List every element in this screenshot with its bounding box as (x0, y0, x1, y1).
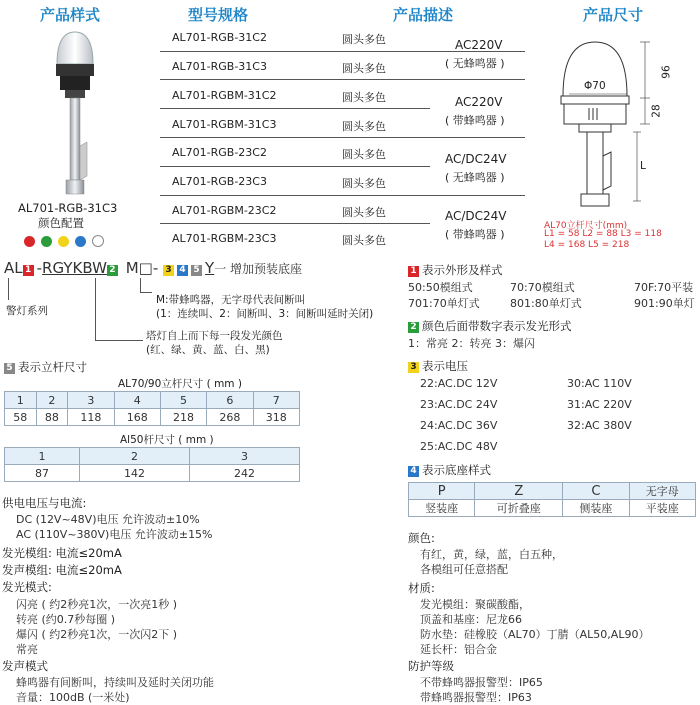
color-dot-white (92, 235, 104, 247)
desc-2-note: ( 带蜂鸣器 ) (445, 114, 505, 127)
code-badge-5: 5 (191, 265, 202, 276)
voltage-section-title: 3 表示电压 (408, 358, 468, 374)
desc-3-note: ( 无蜂鸣器 ) (445, 171, 505, 184)
color-dots (24, 232, 110, 251)
model-6-type: 圆头多色 (342, 177, 386, 190)
color-title: 颜色: (408, 531, 435, 545)
color-dot-green (41, 236, 52, 247)
shape-item-5: 801:80单灯式 (510, 297, 582, 310)
model-4: AL701-RGBM-31C3 (172, 118, 277, 131)
model-6: AL701-RGB-23C3 (172, 175, 267, 188)
light-mode-3: 爆闪 ( 约2秒亮1次，一次闪2下 ) (16, 628, 178, 641)
material-4: 延长杆：铝合金 (420, 643, 497, 656)
shape-item-2: 70:70模组式 (510, 281, 575, 294)
voltage-22: 22:AC.DC 12V (420, 377, 498, 390)
model-8-type: 圆头多色 (342, 234, 386, 247)
light-mode-2: 转亮 (约0.7秒每圈 ) (16, 613, 116, 626)
protection-1: 不带蜂鸣器报警型：IP65 (420, 676, 543, 689)
model-7: AL701-RGBM-23C2 (172, 204, 277, 217)
protection-title: 防护等级 (408, 659, 454, 673)
voltage-31: 31:AC 220V (567, 398, 632, 411)
code-y: Y (205, 259, 215, 277)
code-suffix: 一 增加预装底座 (214, 262, 303, 276)
dim-note-title: AL70立杆尺寸(mm) (544, 221, 628, 231)
base-section-title: 4 表示底座样式 (408, 462, 491, 478)
model-5: AL701-RGB-23C2 (172, 146, 267, 159)
sound-mode-2: 音量：100dB (一米处) (16, 691, 130, 704)
code-badge-3: 3 (163, 265, 174, 276)
material-1: 发光模组：聚碳酸酯， (420, 598, 530, 611)
voltage-30: 30:AC 110V (567, 377, 632, 390)
desc-4-note: ( 带蜂鸣器 ) (445, 228, 505, 241)
desc-4-voltage: AC/DC24V (445, 209, 507, 223)
code-dash: - (36, 259, 43, 277)
model-3-type: 圆头多色 (342, 91, 386, 104)
dim-L: L (640, 160, 646, 172)
pole-table-2: 1 2 3 87 142 242 (4, 447, 300, 482)
model-1-type: 圆头多色 (342, 33, 386, 46)
model-3: AL701-RGBM-31C2 (172, 89, 277, 102)
shape-item-4: 701:70单灯式 (408, 297, 480, 310)
voltage-24: 24:AC.DC 36V (420, 419, 498, 432)
supply-ac: AC (110V~380V)电压 允许波动±15% (16, 528, 213, 541)
color-dot-red (24, 236, 35, 247)
protection-2: 带蜂鸣器报警型：IP63 (420, 691, 532, 704)
code-tower-desc-1: 塔灯自上而下每一段发光颜色 (146, 330, 283, 342)
color-config-label: 颜色配置 (38, 216, 84, 230)
desc-1-voltage: AC220V (455, 38, 503, 52)
product-image (45, 26, 105, 198)
mode-section-title: 2 颜色后面带数字表示发光形式 (408, 318, 572, 334)
light-module-current: 发光模组: 电流≤20mA (2, 546, 122, 560)
dim-28: 28 (650, 104, 663, 118)
dim-96: 96 (660, 65, 673, 79)
pole-table-1: 1 2 3 4 5 6 7 58 88 118 168 218 268 318 (4, 391, 300, 426)
model-5-type: 圆头多色 (342, 148, 386, 161)
product-model-label: AL701-RGB-31C3 (18, 201, 118, 215)
material-3: 防水垫：硅橡胶（AL70）丁腈（AL50,AL90） (420, 628, 650, 641)
code-colors: RGYKBW (42, 259, 107, 277)
code-tower-desc-2: (红、绿、黄、蓝、白、黑) (146, 344, 270, 356)
pole-table-2-title: Al50杆尺寸 ( mm ) (120, 434, 214, 446)
shape-item-1: 50:50模组式 (408, 281, 473, 294)
model-4-type: 圆头多色 (342, 120, 386, 133)
shape-item-6: 901:90单灯 (634, 297, 695, 310)
dim-note-l1: L1 = 58 L2 = 88 L3 = 118 (544, 229, 662, 239)
color-dot-yellow (58, 236, 69, 247)
code-dash-2: - (152, 259, 159, 277)
dimension-drawing (545, 26, 695, 216)
header-desc: 产品描述 (393, 6, 454, 24)
supply-title: 供电电压与电流: (2, 496, 87, 510)
mode-line: 1：常亮 2：转亮 3：爆闪 (408, 337, 535, 350)
model-1: AL701-RGB-31C2 (172, 31, 267, 44)
desc-2-voltage: AC220V (455, 95, 503, 109)
color-dot-blue (75, 236, 86, 247)
code-buzzer-desc-1: M:带蜂鸣器，无字母代表间断叫 (156, 294, 306, 306)
model-8: AL701-RGBM-23C3 (172, 232, 277, 245)
model-code (4, 259, 302, 277)
code-series: 警灯系列 (6, 305, 48, 317)
material-title: 材质: (408, 581, 435, 595)
code-buzzer-desc-2: (1：连续叫、2：间断叫、3：间断叫延时关闭) (156, 308, 374, 320)
code-buzzer: M□ (125, 259, 153, 277)
header-size: 产品尺寸 (583, 6, 644, 24)
shape-section-title: 1 表示外形及样式 (408, 262, 503, 278)
model-7-type: 圆头多色 (342, 206, 386, 219)
voltage-25: 25:AC.DC 48V (420, 440, 498, 453)
color-line-1: 有红，黄，绿，蓝，白五种， (420, 548, 563, 561)
sound-mode-1: 蜂鸣器有间断叫，持续叫及延时关闭功能 (16, 676, 214, 689)
base-table: P Z C 无字母 竖装座 可折叠座 侧装座 平装座 (408, 482, 696, 517)
code-badge-1: 1 (23, 265, 34, 276)
shape-item-3: 70F:70平装 (634, 281, 694, 294)
color-line-2: 各模组可任意搭配 (420, 563, 508, 576)
sound-module-current: 发声模组: 电流≤20mA (2, 563, 122, 577)
desc-1-note: ( 无蜂鸣器 ) (445, 57, 505, 70)
light-mode-1: 闪亮 ( 约2秒亮1次，一次亮1秒 ) (16, 598, 178, 611)
material-2: 顶盖和基座：尼龙66 (420, 613, 522, 626)
voltage-32: 32:AC 380V (567, 419, 632, 432)
model-2: AL701-RGB-31C3 (172, 60, 267, 73)
code-prefix: AL (4, 259, 23, 277)
header-style: 产品样式 (40, 6, 101, 24)
supply-dc: DC (12V~48V)电压 允许波动±10% (16, 513, 200, 526)
light-mode-4: 常亮 (16, 643, 38, 656)
model-2-type: 圆头多色 (342, 62, 386, 75)
desc-3-voltage: AC/DC24V (445, 152, 507, 166)
light-mode-title: 发光模式: (2, 580, 52, 594)
dim-phi: Φ70 (584, 80, 606, 92)
pole-section-title: 5 表示立杆尺寸 (4, 359, 87, 375)
header-model: 型号规格 (188, 6, 249, 24)
sound-mode-title: 发声模式 (2, 659, 48, 673)
voltage-23: 23:AC.DC 24V (420, 398, 498, 411)
dim-note-l2: L4 = 168 L5 = 218 (544, 240, 630, 250)
code-badge-4: 4 (177, 265, 188, 276)
pole-table-1-title: AL70/90立杆尺寸 ( mm ) (118, 378, 242, 390)
code-badge-2: 2 (107, 265, 118, 276)
